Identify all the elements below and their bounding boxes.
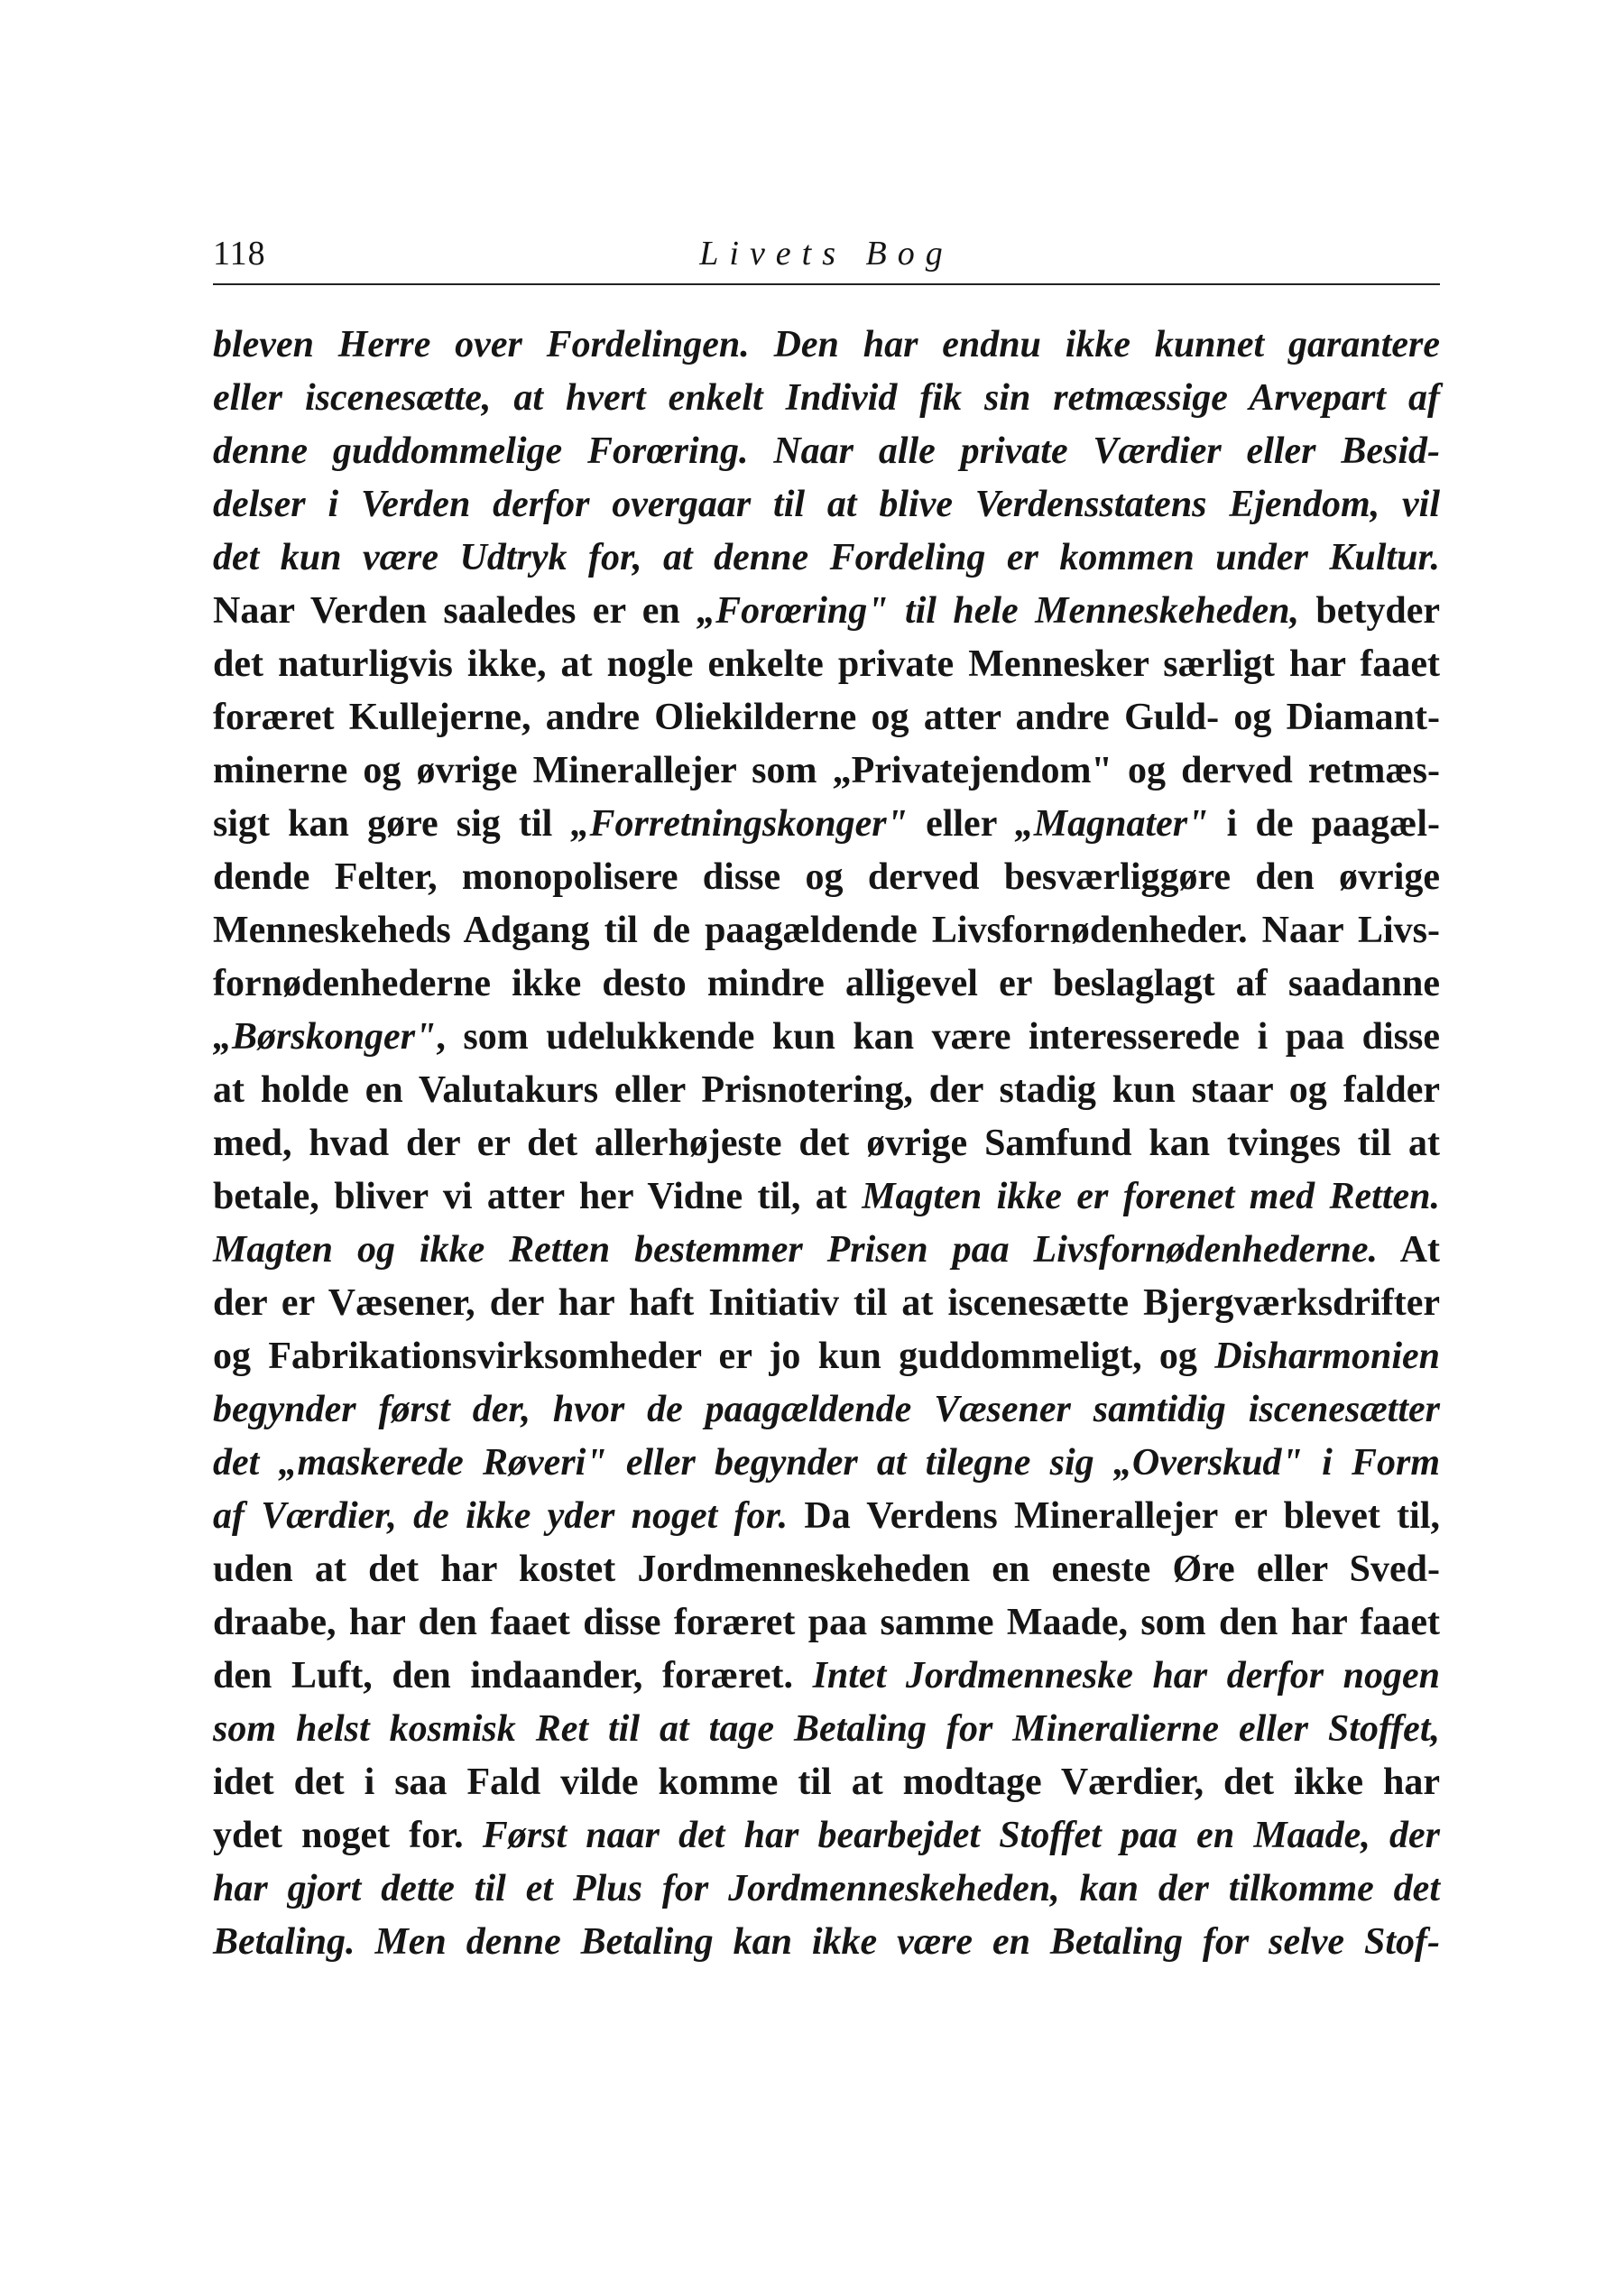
text-line (213, 1330, 1440, 1383)
text-run: den Luft, den indaander, foræret. (213, 1655, 813, 1697)
italic-text-run: begynder først der, hvor de paagældende Væsener samtidig iscenesætter (213, 1389, 1440, 1430)
text-line (213, 478, 1440, 532)
page-header (213, 233, 1440, 285)
text-line (213, 1117, 1440, 1170)
italic-text-run: Intet Jordmenneske har derfor nogen (812, 1655, 1441, 1697)
italic-text-run: som helst kosmisk Ret til at tage Betaling for Mineralierne eller Stoffet, (213, 1708, 1440, 1750)
text-line (213, 851, 1440, 904)
italic-text-run: delser i Verden derfor overgaar til at blive Verdensstatens Ejendom, vil (213, 484, 1440, 525)
text-line (213, 904, 1440, 957)
italic-text-run: bleven Herre over Fordelingen. Den har endnu ikke kunnet garantere (213, 324, 1440, 365)
body-text (213, 319, 1440, 1969)
running-title: Livets Bog (699, 235, 954, 273)
text-run: At (1378, 1229, 1440, 1271)
italic-text-run: „Forœring" til hele Menneskeheden, (697, 590, 1299, 632)
text-run: eller (907, 803, 1015, 845)
text-run: idet det i saa Fald vilde komme til at modtage Værdier, det ikke har (213, 1761, 1440, 1803)
text-run: og Fabrikationsvirksomheder er jo kun guddommeligt, og (213, 1336, 1215, 1377)
text-line (213, 1170, 1440, 1224)
text-run: fornødenhederne ikke desto mindre alligevel er beslaglagt af saadanne (213, 963, 1440, 1004)
text-run: der er Væsener, der har haft Initiativ til at iscenesætte Bjergværksdrifter (213, 1282, 1440, 1324)
text-line (213, 1277, 1440, 1330)
italic-text-run: Magten og ikke Retten bestemmer Prisen paa Livsfornødenhederne. (213, 1229, 1379, 1271)
italic-text-run: Disharmonien (1214, 1336, 1440, 1377)
text-line (213, 425, 1440, 478)
text-line (213, 1224, 1440, 1277)
text-run: Menneskeheds Adgang til de paagældende Livsfornødenheder. Naar Livs- (213, 910, 1440, 951)
text-run: det naturligvis ikke, at nogle enkelte private Mennesker særligt har faaet (213, 643, 1440, 685)
text-line (213, 798, 1440, 851)
text-run: dende Felter, monopolisere disse og derved besværliggøre den øvrige (213, 856, 1440, 898)
text-line (213, 585, 1440, 638)
text-line (213, 1650, 1440, 1703)
text-run: ydet noget for. (213, 1815, 483, 1856)
italic-text-run: Betaling. Men denne Betaling kan ikke være en Betaling for selve Stof- (213, 1921, 1440, 1963)
italic-text-run: det kun være Udtryk for, at denne Fordeling er kommen under Kultur. (213, 537, 1440, 578)
text-line (213, 1383, 1440, 1437)
text-line (213, 744, 1440, 798)
text-line (213, 1756, 1440, 1809)
italic-text-run: eller iscenesætte, at hvert enkelt Individ fik sin retmæssige Arvepart af (213, 377, 1440, 419)
text-line (213, 691, 1440, 744)
text-run: betyder (1298, 590, 1440, 632)
text-run: Da Verdens Minerallejer er blevet til, (788, 1495, 1440, 1537)
italic-text-run: Først naar det har bearbejdet Stoffet paa en Maade, der (482, 1815, 1440, 1856)
text-line (213, 1809, 1440, 1863)
text-line (213, 1490, 1440, 1543)
text-line (213, 372, 1440, 425)
text-line (213, 532, 1440, 585)
italic-text-run: det „maskerede Røveri" eller begynder at tilegne sig „Overskud" i Form (213, 1442, 1440, 1484)
text-line (213, 1543, 1440, 1596)
text-run: Naar Verden saaledes er en (213, 590, 697, 632)
text-run: at holde en Valutakurs eller Prisnotering, der stadig kun staar og falder (213, 1069, 1440, 1111)
italic-text-run: „Forretningskonger" (570, 803, 908, 845)
italic-text-run: denne guddommelige Forœring. Naar alle private Værdier eller Besid- (213, 430, 1440, 472)
text-run: draabe, har den faaet disse foræret paa samme Maade, som den har faaet (213, 1602, 1440, 1643)
text-line (213, 957, 1440, 1011)
text-line (213, 1596, 1440, 1650)
italic-text-run: Magten ikke er forenet med Retten. (862, 1176, 1440, 1217)
page-number: 118 (213, 235, 266, 273)
italic-text-run: „Magnater" (1014, 803, 1209, 845)
italic-text-run: af Værdier, de ikke yder noget for. (213, 1495, 789, 1537)
text-line (213, 1064, 1440, 1117)
text-run: minerne og øvrige Minerallejer som „Privatejendom" og derved retmæs- (213, 750, 1440, 791)
text-run: uden at det har kostet Jordmenneskeheden en eneste Øre eller Sved- (213, 1549, 1440, 1590)
text-line (213, 1011, 1440, 1064)
text-run: med, hvad der er det allerhøjeste det øvrige Samfund kan tvinges til at (213, 1123, 1440, 1164)
text-run: foræret Kullejerne, andre Oliekilderne og atter andre Guld- og Diamant- (213, 697, 1440, 738)
text-run: betale, bliver vi atter her Vidne til, at (213, 1176, 863, 1217)
text-line (213, 1703, 1440, 1756)
text-line (213, 319, 1440, 372)
text-line (213, 1916, 1440, 1969)
italic-text-run: har gjort dette til et Plus for Jordmenneskeheden, kan der tilkomme det (213, 1868, 1440, 1909)
text-line (213, 638, 1440, 691)
text-line (213, 1863, 1440, 1916)
italic-text-run: „Børskonger" (213, 1016, 437, 1058)
text-run: , som udelukkende kun kan være interesserede i paa disse (436, 1016, 1440, 1058)
text-run: i de paagæl- (1208, 803, 1441, 845)
text-line (213, 1437, 1440, 1490)
text-run: sigt kan gøre sig til (213, 803, 571, 845)
